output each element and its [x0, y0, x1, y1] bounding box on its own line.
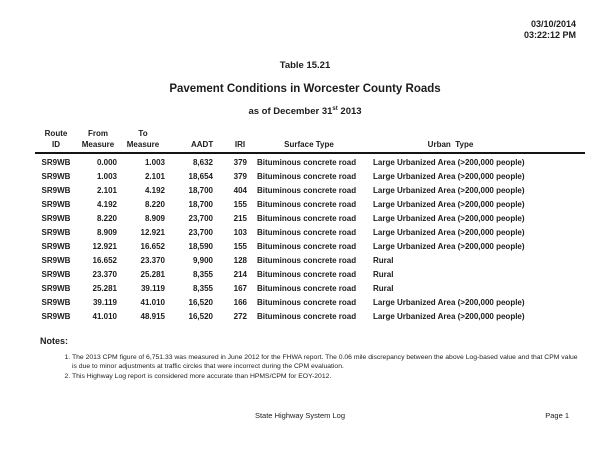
table-row — [35, 268, 585, 282]
table-row — [35, 184, 585, 198]
cell-to-measure: 48.915 — [140, 312, 165, 321]
cell-iri: 128 — [233, 256, 247, 265]
cell-iri: 379 — [233, 172, 247, 181]
cell-from-measure: 39.119 — [92, 298, 117, 307]
cell-urban-type: Large Urbanized Area (>200,000 people) — [373, 200, 525, 209]
table-number-title: Table 15.21 — [279, 60, 331, 71]
cell-to-measure: 8.220 — [144, 200, 165, 209]
cell-surface-type: Bituminous concrete road — [257, 298, 357, 307]
cell-route-id: SR9WB — [41, 200, 71, 209]
cell-aadt: 18,700 — [188, 200, 213, 209]
cell-route-id: SR9WB — [41, 214, 71, 223]
footer-title: State Highway System Log — [254, 411, 346, 420]
cell-from-measure: 4.192 — [96, 200, 117, 209]
cell-route-id: SR9WB — [41, 298, 71, 307]
cell-to-measure: 23.370 — [140, 256, 165, 265]
cell-aadt: 18,654 — [188, 172, 213, 181]
footer-page-number: Page 1 — [545, 411, 569, 420]
cell-to-measure: 41.010 — [140, 298, 165, 307]
cell-aadt: 16,520 — [188, 298, 213, 307]
cell-surface-type: Bituminous concrete road — [257, 158, 357, 167]
cell-from-measure: 0.000 — [96, 158, 117, 167]
cell-surface-type: Bituminous concrete road — [257, 256, 357, 265]
cell-urban-type: Large Urbanized Area (>200,000 people) — [373, 186, 525, 195]
cell-route-id: SR9WB — [41, 172, 71, 181]
page-title: Pavement Conditions in Worcester County Roads — [169, 83, 441, 95]
as-of-text: as of December 31 — [248, 106, 333, 118]
cell-from-measure: 8.220 — [96, 214, 117, 223]
cell-to-measure: 25.281 — [140, 270, 165, 279]
cell-from-measure: 23.370 — [92, 270, 117, 279]
table-row — [35, 170, 585, 184]
cell-iri: 103 — [233, 228, 247, 237]
cell-urban-type: Large Urbanized Area (>200,000 people) — [373, 158, 525, 167]
table-header-row — [35, 128, 585, 153]
cell-surface-type: Bituminous concrete road — [257, 284, 357, 293]
cell-aadt: 18,700 — [188, 186, 213, 195]
column-header-to-measure: To Measure — [119, 128, 167, 153]
cell-to-measure: 2.101 — [144, 172, 165, 181]
cell-iri: 272 — [233, 312, 247, 321]
cell-route-id: SR9WB — [41, 228, 71, 237]
column-header-iri: IRI — [213, 128, 247, 153]
cell-iri: 155 — [233, 242, 247, 251]
table-row — [35, 296, 585, 310]
column-header-from-measure: From Measure — [77, 128, 119, 153]
cell-route-id: SR9WB — [41, 158, 71, 167]
table-row — [35, 310, 585, 324]
cell-iri: 404 — [233, 186, 247, 195]
column-header-route-id: Route ID — [35, 128, 77, 153]
cell-surface-type: Bituminous concrete road — [257, 242, 357, 251]
print-time: 03:22:12 PM — [523, 29, 576, 40]
cell-to-measure: 16.652 — [140, 242, 165, 251]
cell-from-measure: 41.010 — [92, 312, 117, 321]
cell-urban-type: Rural — [373, 284, 394, 293]
cell-iri: 155 — [233, 200, 247, 209]
cell-urban-type: Large Urbanized Area (>200,000 people) — [373, 242, 525, 251]
cell-from-measure: 1.003 — [96, 172, 117, 181]
cell-surface-type: Bituminous concrete road — [257, 228, 357, 237]
table-row — [35, 240, 585, 254]
note-item: 1. The 2013 CPM figure of 6,751.33 was measured in June 2012 for the FHWA report. The 0.06 mile discrepancy between the above Log-based value and that CPM value is due to minor adjustments at traffic circles that were incorrect during the CPM evaluation. — [72, 353, 580, 371]
table-row — [35, 212, 585, 226]
table-row — [35, 254, 585, 268]
cell-route-id: SR9WB — [41, 186, 71, 195]
cell-aadt: 16,520 — [188, 312, 213, 321]
cell-urban-type: Large Urbanized Area (>200,000 people) — [373, 214, 525, 223]
print-datetime — [524, 19, 576, 40]
cell-to-measure: 12.921 — [140, 228, 165, 237]
notes-list — [58, 353, 580, 383]
cell-iri: 167 — [233, 284, 247, 293]
cell-surface-type: Bituminous concrete road — [257, 172, 357, 181]
cell-aadt: 23,700 — [188, 228, 213, 237]
note-item: 2. This Highway Log report is considered more accurate than HPMS/CPM for EOY-2012. — [72, 372, 580, 381]
cell-urban-type: Rural — [373, 270, 394, 279]
cell-iri: 379 — [233, 158, 247, 167]
pavement-conditions-table — [35, 128, 585, 324]
cell-surface-type: Bituminous concrete road — [257, 270, 357, 279]
cell-route-id: SR9WB — [41, 256, 71, 265]
cell-from-measure: 2.101 — [96, 186, 117, 195]
table-row — [35, 282, 585, 296]
cell-surface-type: Bituminous concrete road — [257, 186, 357, 195]
cell-urban-type: Large Urbanized Area (>200,000 people) — [373, 298, 525, 307]
cell-aadt: 9,900 — [192, 256, 213, 265]
cell-to-measure: 4.192 — [144, 186, 165, 195]
cell-from-measure: 12.921 — [92, 242, 117, 251]
cell-surface-type: Bituminous concrete road — [257, 200, 357, 209]
cell-aadt: 8,632 — [192, 158, 213, 167]
as-of-subtitle — [10, 106, 600, 117]
table-row — [35, 226, 585, 240]
cell-aadt: 18,590 — [188, 242, 213, 251]
cell-urban-type: Large Urbanized Area (>200,000 people) — [373, 172, 525, 181]
cell-surface-type: Bituminous concrete road — [257, 312, 357, 321]
cell-aadt: 8,355 — [192, 284, 213, 293]
cell-from-measure: 8.909 — [96, 228, 117, 237]
column-header-surface-type: Surface Type — [247, 128, 371, 153]
column-header-urban-type: Urban Type — [371, 128, 585, 153]
cell-to-measure: 8.909 — [144, 214, 165, 223]
cell-surface-type: Bituminous concrete road — [257, 214, 357, 223]
cell-route-id: SR9WB — [41, 312, 71, 321]
as-of-superscript: st — [332, 106, 338, 112]
cell-to-measure: 39.119 — [140, 284, 165, 293]
cell-aadt: 23,700 — [188, 214, 213, 223]
cell-route-id: SR9WB — [41, 270, 71, 279]
cell-route-id: SR9WB — [41, 242, 71, 251]
cell-from-measure: 16.652 — [92, 256, 117, 265]
cell-iri: 166 — [233, 298, 247, 307]
cell-urban-type: Large Urbanized Area (>200,000 people) — [373, 228, 525, 237]
cell-urban-type: Rural — [373, 256, 394, 265]
cell-urban-type: Large Urbanized Area (>200,000 people) — [373, 312, 525, 321]
cell-iri: 215 — [233, 214, 247, 223]
cell-from-measure: 25.281 — [92, 284, 117, 293]
cell-aadt: 8,355 — [192, 270, 213, 279]
cell-route-id: SR9WB — [41, 284, 71, 293]
cell-to-measure: 1.003 — [144, 158, 165, 167]
print-date: 03/10/2014 — [530, 19, 576, 29]
as-of-year: 2013 — [340, 106, 362, 118]
cell-iri: 214 — [233, 270, 247, 279]
column-header-aadt: AADT — [167, 128, 213, 153]
table-row — [35, 153, 585, 170]
table-row — [35, 198, 585, 212]
pavement-table-body — [35, 153, 585, 324]
notes-heading: Notes: — [40, 336, 69, 346]
